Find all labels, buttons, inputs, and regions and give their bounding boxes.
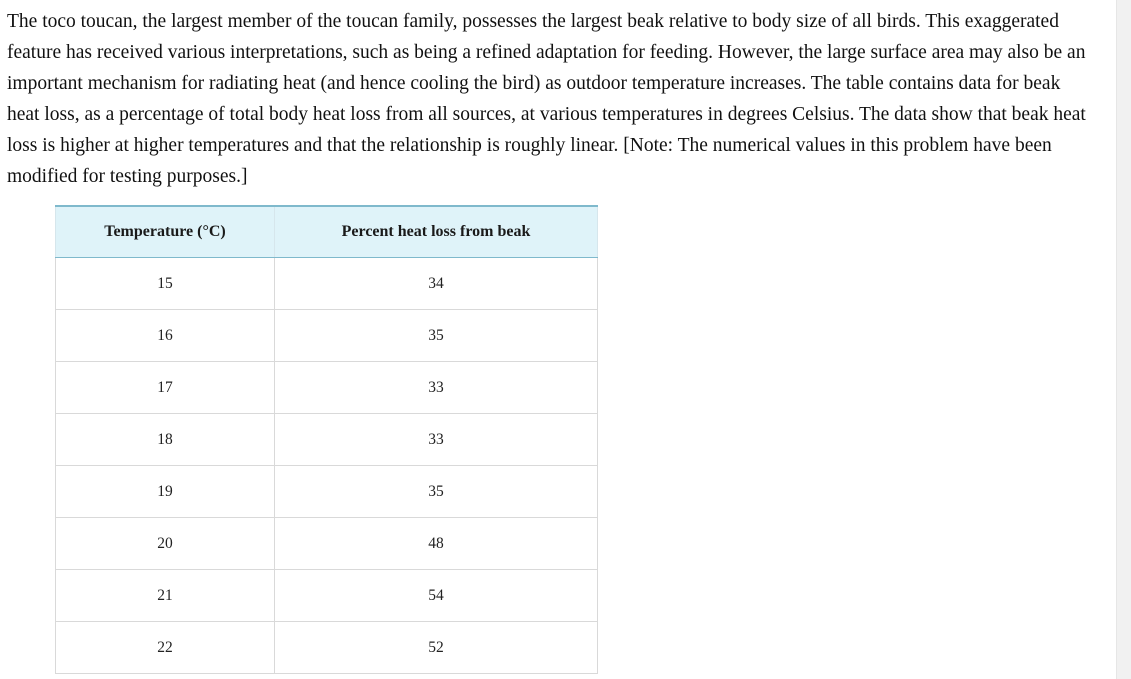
table-row (56, 362, 598, 414)
percent-loss-cell: 35 (275, 466, 598, 518)
table-row (56, 518, 598, 570)
temperature-cell: 22 (56, 622, 275, 674)
temperature-cell: 19 (56, 466, 275, 518)
table-row (56, 570, 598, 622)
heat-loss-table (55, 205, 598, 674)
vertical-scrollbar[interactable] (1116, 0, 1131, 679)
temperature-cell: 18 (56, 414, 275, 466)
table-row (56, 310, 598, 362)
percent-loss-cell: 54 (275, 570, 598, 622)
problem-description: The toco toucan, the largest member of the toucan family, possesses the largest beak relative to body size of all birds. This exaggerated feature has received various interpretations, such as being a refined adaptation for feeding. However, the large surface area may also be an important mechanism for radiating heat (and hence cooling the bird) as outdoor temperature increases. The table contains data for beak heat loss, as a percentage of total body heat loss from all sources, at various temperatures in degrees Celsius. The data show that beak heat loss is higher at higher temperatures and that the relationship is roughly linear. [Note: The numerical values in this problem have been modified for testing purposes.] (7, 11, 1086, 187)
table-row (56, 622, 598, 674)
temperature-cell: 17 (56, 362, 275, 414)
percent-loss-cell: 52 (275, 622, 598, 674)
temperature-cell: 15 (56, 258, 275, 310)
percent-loss-header: Percent heat loss from beak (275, 206, 598, 258)
temperature-cell: 20 (56, 518, 275, 570)
percent-loss-cell: 34 (275, 258, 598, 310)
table-row (56, 258, 598, 310)
temperature-cell: 21 (56, 570, 275, 622)
table-header-row (56, 206, 598, 258)
temperature-cell: 16 (56, 310, 275, 362)
percent-loss-cell: 33 (275, 362, 598, 414)
temperature-header: Temperature (°C) (56, 206, 275, 258)
percent-loss-cell: 48 (275, 518, 598, 570)
percent-loss-cell: 35 (275, 310, 598, 362)
table-row (56, 466, 598, 518)
percent-loss-cell: 33 (275, 414, 598, 466)
table-row (56, 414, 598, 466)
